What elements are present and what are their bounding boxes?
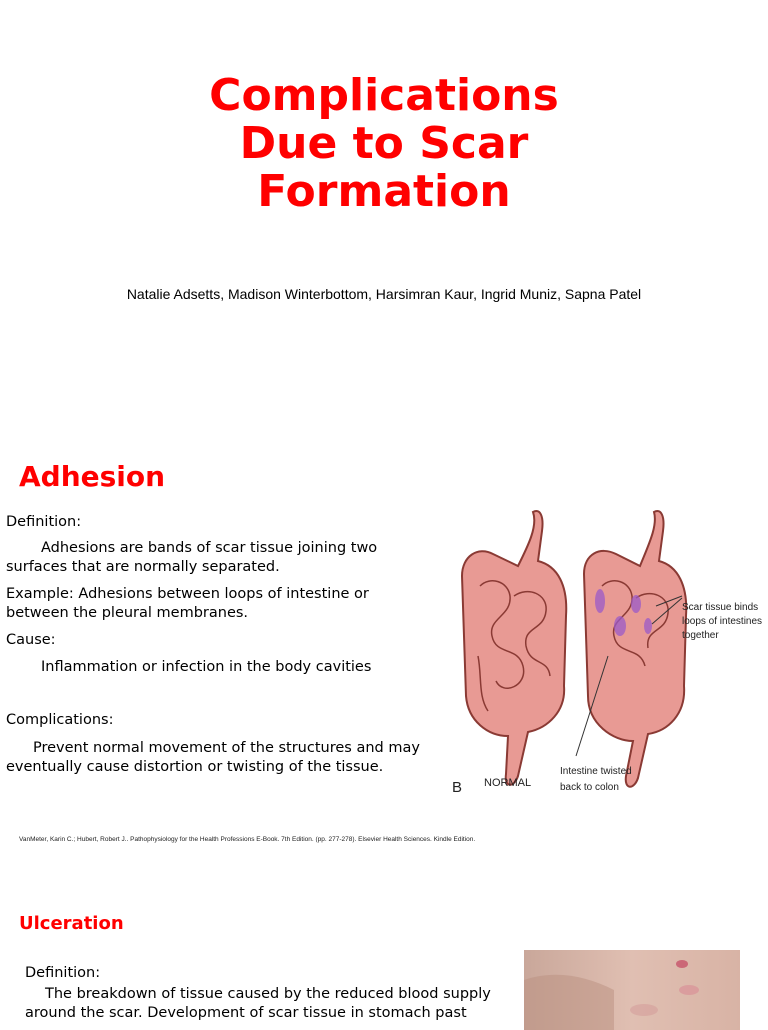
scar-label-line-3: together xyxy=(682,630,719,641)
normal-intestine-illustration xyxy=(462,511,566,785)
complications-text: Prevent normal movement of the structures and may eventually cause distortion or twisting of the tissue. xyxy=(6,740,420,775)
definition-text: Adhesions are bands of scar tissue joining two surfaces that are normally separated. xyxy=(6,540,378,575)
definition-text: The breakdown of tissue caused by the reduced blood supply around the scar. Development of scar tissue in stomach past xyxy=(25,986,491,1021)
definition-label: Definition: xyxy=(6,514,82,530)
definition-label: Definition: xyxy=(25,965,101,981)
panel-letter: B xyxy=(452,779,463,796)
example-text: Example: Adhesions between loops of intestine or between the pleural membranes. xyxy=(6,586,369,621)
adhesion-title: Adhesion xyxy=(19,460,166,493)
adhesion-slide xyxy=(0,440,768,860)
authors-line: Natalie Adsetts, Madison Winterbottom, Harsimran Kaur, Ingrid Muniz, Sapna Patel xyxy=(126,286,642,302)
presentation-title xyxy=(0,72,768,216)
complications-label: Complications: xyxy=(6,712,114,728)
title-line-2: Due to Scar xyxy=(239,118,529,169)
cause-text: Inflammation or infection in the body cavities xyxy=(41,659,372,675)
twist-label-line-2: back to colon xyxy=(560,782,619,793)
cause-label: Cause: xyxy=(6,632,56,648)
citation: VanMeter, Karin C.; Hubert, Robert J.. Pathophysiology for the Health Professions E-Book. 7th Edition. (pp. 277-278). Elsevier Health Sciences. Kindle Edition. xyxy=(19,836,476,843)
normal-label: NORMAL xyxy=(484,777,532,789)
adhesion-intestine-illustration xyxy=(576,511,686,787)
title-line-1: Complications xyxy=(209,70,559,121)
ulceration-title: Ulceration xyxy=(19,913,124,934)
ulceration-slide xyxy=(0,895,768,1024)
scar-label-line-1: Scar tissue binds xyxy=(682,602,759,613)
scar-label-line-2: loops of intestines xyxy=(682,616,763,627)
title-slide xyxy=(0,0,768,400)
title-line-3: Formation xyxy=(257,166,511,217)
ulcer-skin-photo xyxy=(524,950,740,1030)
intestine-adhesion-figure xyxy=(448,506,763,802)
twist-label-line-1: Intestine twisted xyxy=(560,766,632,777)
